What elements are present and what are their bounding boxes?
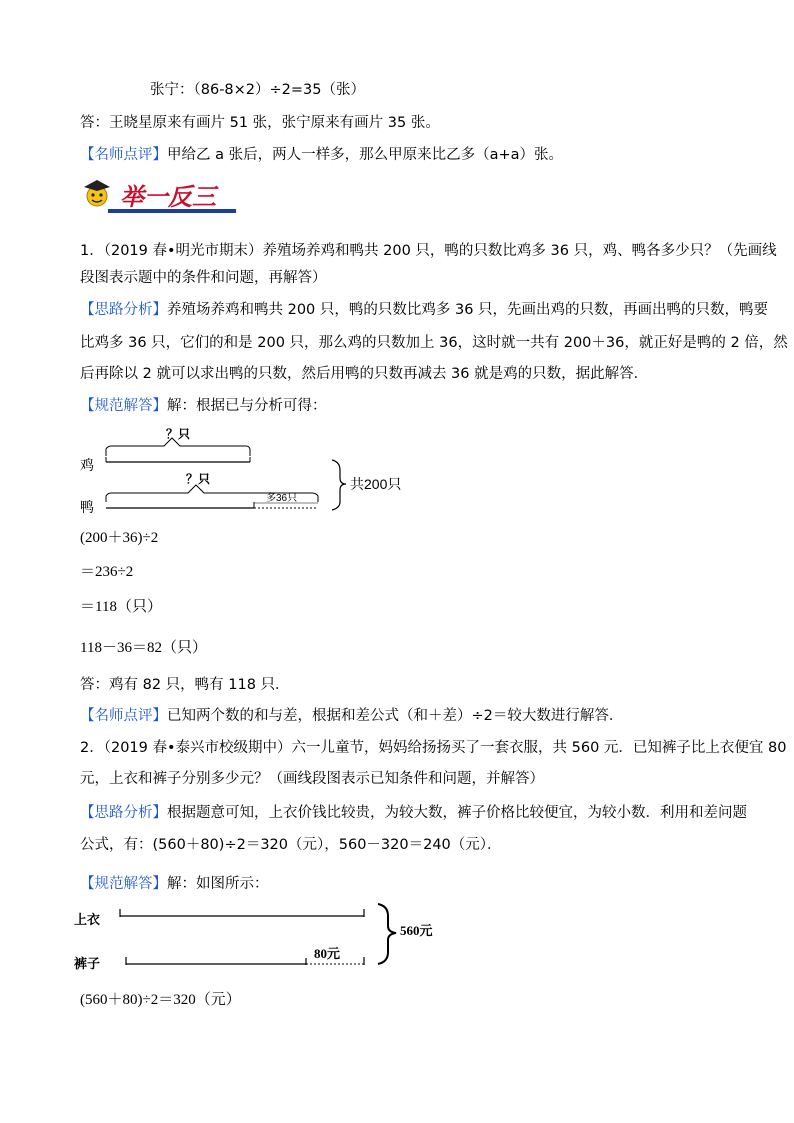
analysis-tag: 【思路分析】	[80, 805, 167, 821]
solution-text: 解：如图所示：	[167, 876, 269, 892]
q1-answer: 答：鸡有 82 只，鸭有 118 只．	[80, 677, 290, 693]
solution-tag: 【规范解答】	[80, 398, 167, 414]
q1-calc-step2: ＝236÷2	[80, 564, 134, 580]
q1-question-top: ？只	[166, 427, 191, 441]
q2-problem-line2: 元，上衣和裤子分别多少元？（画线段图表示已知条件和问题，并解答）	[80, 771, 544, 787]
q1-analysis-line1	[80, 300, 768, 320]
q2-right-brace	[378, 904, 396, 964]
comment-text: 甲给乙 a 张后，两人一样多，那么甲原来比乙多（a+a）张。	[167, 147, 564, 163]
q1-calc-step3: ＝118（只）	[80, 599, 162, 615]
q2-analysis-line1	[80, 803, 747, 823]
q1-problem-line2: 段图表示题中的条件和问题，再解答）	[80, 270, 327, 286]
answer-line: 答：王晓星原来有画片 51 张，张宁原来有画片 35 张。	[80, 115, 440, 131]
q1-label-duck: 鸭	[80, 499, 94, 515]
q1-segment-diagram	[76, 422, 416, 522]
analysis-text: 养殖场养鸡和鸭共 200 只，鸭的只数比鸡多 36 只，先画出鸡的只数，再画出鸭的只数，鸭要	[167, 302, 769, 318]
banner-text: 举一反三	[120, 182, 216, 211]
q1-calc-step1: (200＋36)÷2	[80, 530, 159, 546]
q2-calc-step1: (560＋80)÷2＝320（元）	[80, 992, 241, 1008]
q1-total-label: 共200只	[350, 476, 402, 492]
q2-total-label: 560元	[400, 923, 433, 938]
q1-problem-line1: 1．（2019 春•明光市期末）养殖场养鸡和鸭共 200 只，鸭的只数比鸡多 36 只，鸡、鸭各多少只？（先画线	[80, 243, 777, 259]
section-banner	[80, 176, 236, 218]
teacher-comment	[80, 145, 563, 165]
comment-tag: 【名师点评】	[80, 147, 167, 163]
calc-line-zhangning: 张宁：（86-8×2）÷2=35（张）	[150, 82, 366, 98]
banner-graphic	[80, 176, 236, 218]
analysis-tag: 【思路分析】	[80, 302, 167, 318]
q1-right-brace	[332, 460, 346, 510]
q1-calc-step4: 118－36＝82（只）	[80, 640, 207, 656]
q1-analysis-line3: 后再除以 2 就可以求出鸭的只数，然后用鸭的只数再减去 36 就是鸡的只数，据此解答．	[80, 366, 649, 382]
q1-diff-label: 多36只	[266, 493, 298, 504]
q2-problem-line1: 2．（2019 春•泰兴市校级期中）六一儿童节，妈妈给扬扬买了一套衣服，共 560 元．已知裤子比上衣便宜 80	[80, 740, 787, 756]
q1-comment	[80, 706, 623, 726]
q1-question-bottom: ？只	[186, 472, 211, 486]
q1-solution-line	[80, 396, 327, 416]
q2-label-top: 上衣	[74, 912, 101, 927]
comment-text: 已知两个数的和与差，根据和差公式（和＋差）÷2＝较大数进行解答．	[167, 708, 624, 724]
q2-solution-line	[80, 874, 269, 894]
solution-text: 解：根据已与分析可得：	[167, 398, 327, 414]
q2-diff-label: 80元	[314, 946, 341, 961]
q1-label-chicken: 鸡	[80, 457, 94, 473]
q2-analysis-line2: 公式，有：(560＋80)÷2＝320（元），560－320＝240（元）．	[80, 837, 502, 853]
q2-label-bottom: 裤子	[74, 956, 101, 971]
q2-segment-diagram	[72, 900, 452, 980]
analysis-text: 根据题意可知，上衣价钱比较贵，为较大数，裤子价格比较便宜，为较小数．利用和差问题	[167, 805, 747, 821]
comment-tag: 【名师点评】	[80, 708, 167, 724]
solution-tag: 【规范解答】	[80, 876, 167, 892]
q1-analysis-line2: 比鸡多 36 只，它们的和是 200 只，那么鸡的只数加上 36，这时就一共有 200＋36，就正好是鸭的 2 倍，然	[80, 335, 788, 351]
